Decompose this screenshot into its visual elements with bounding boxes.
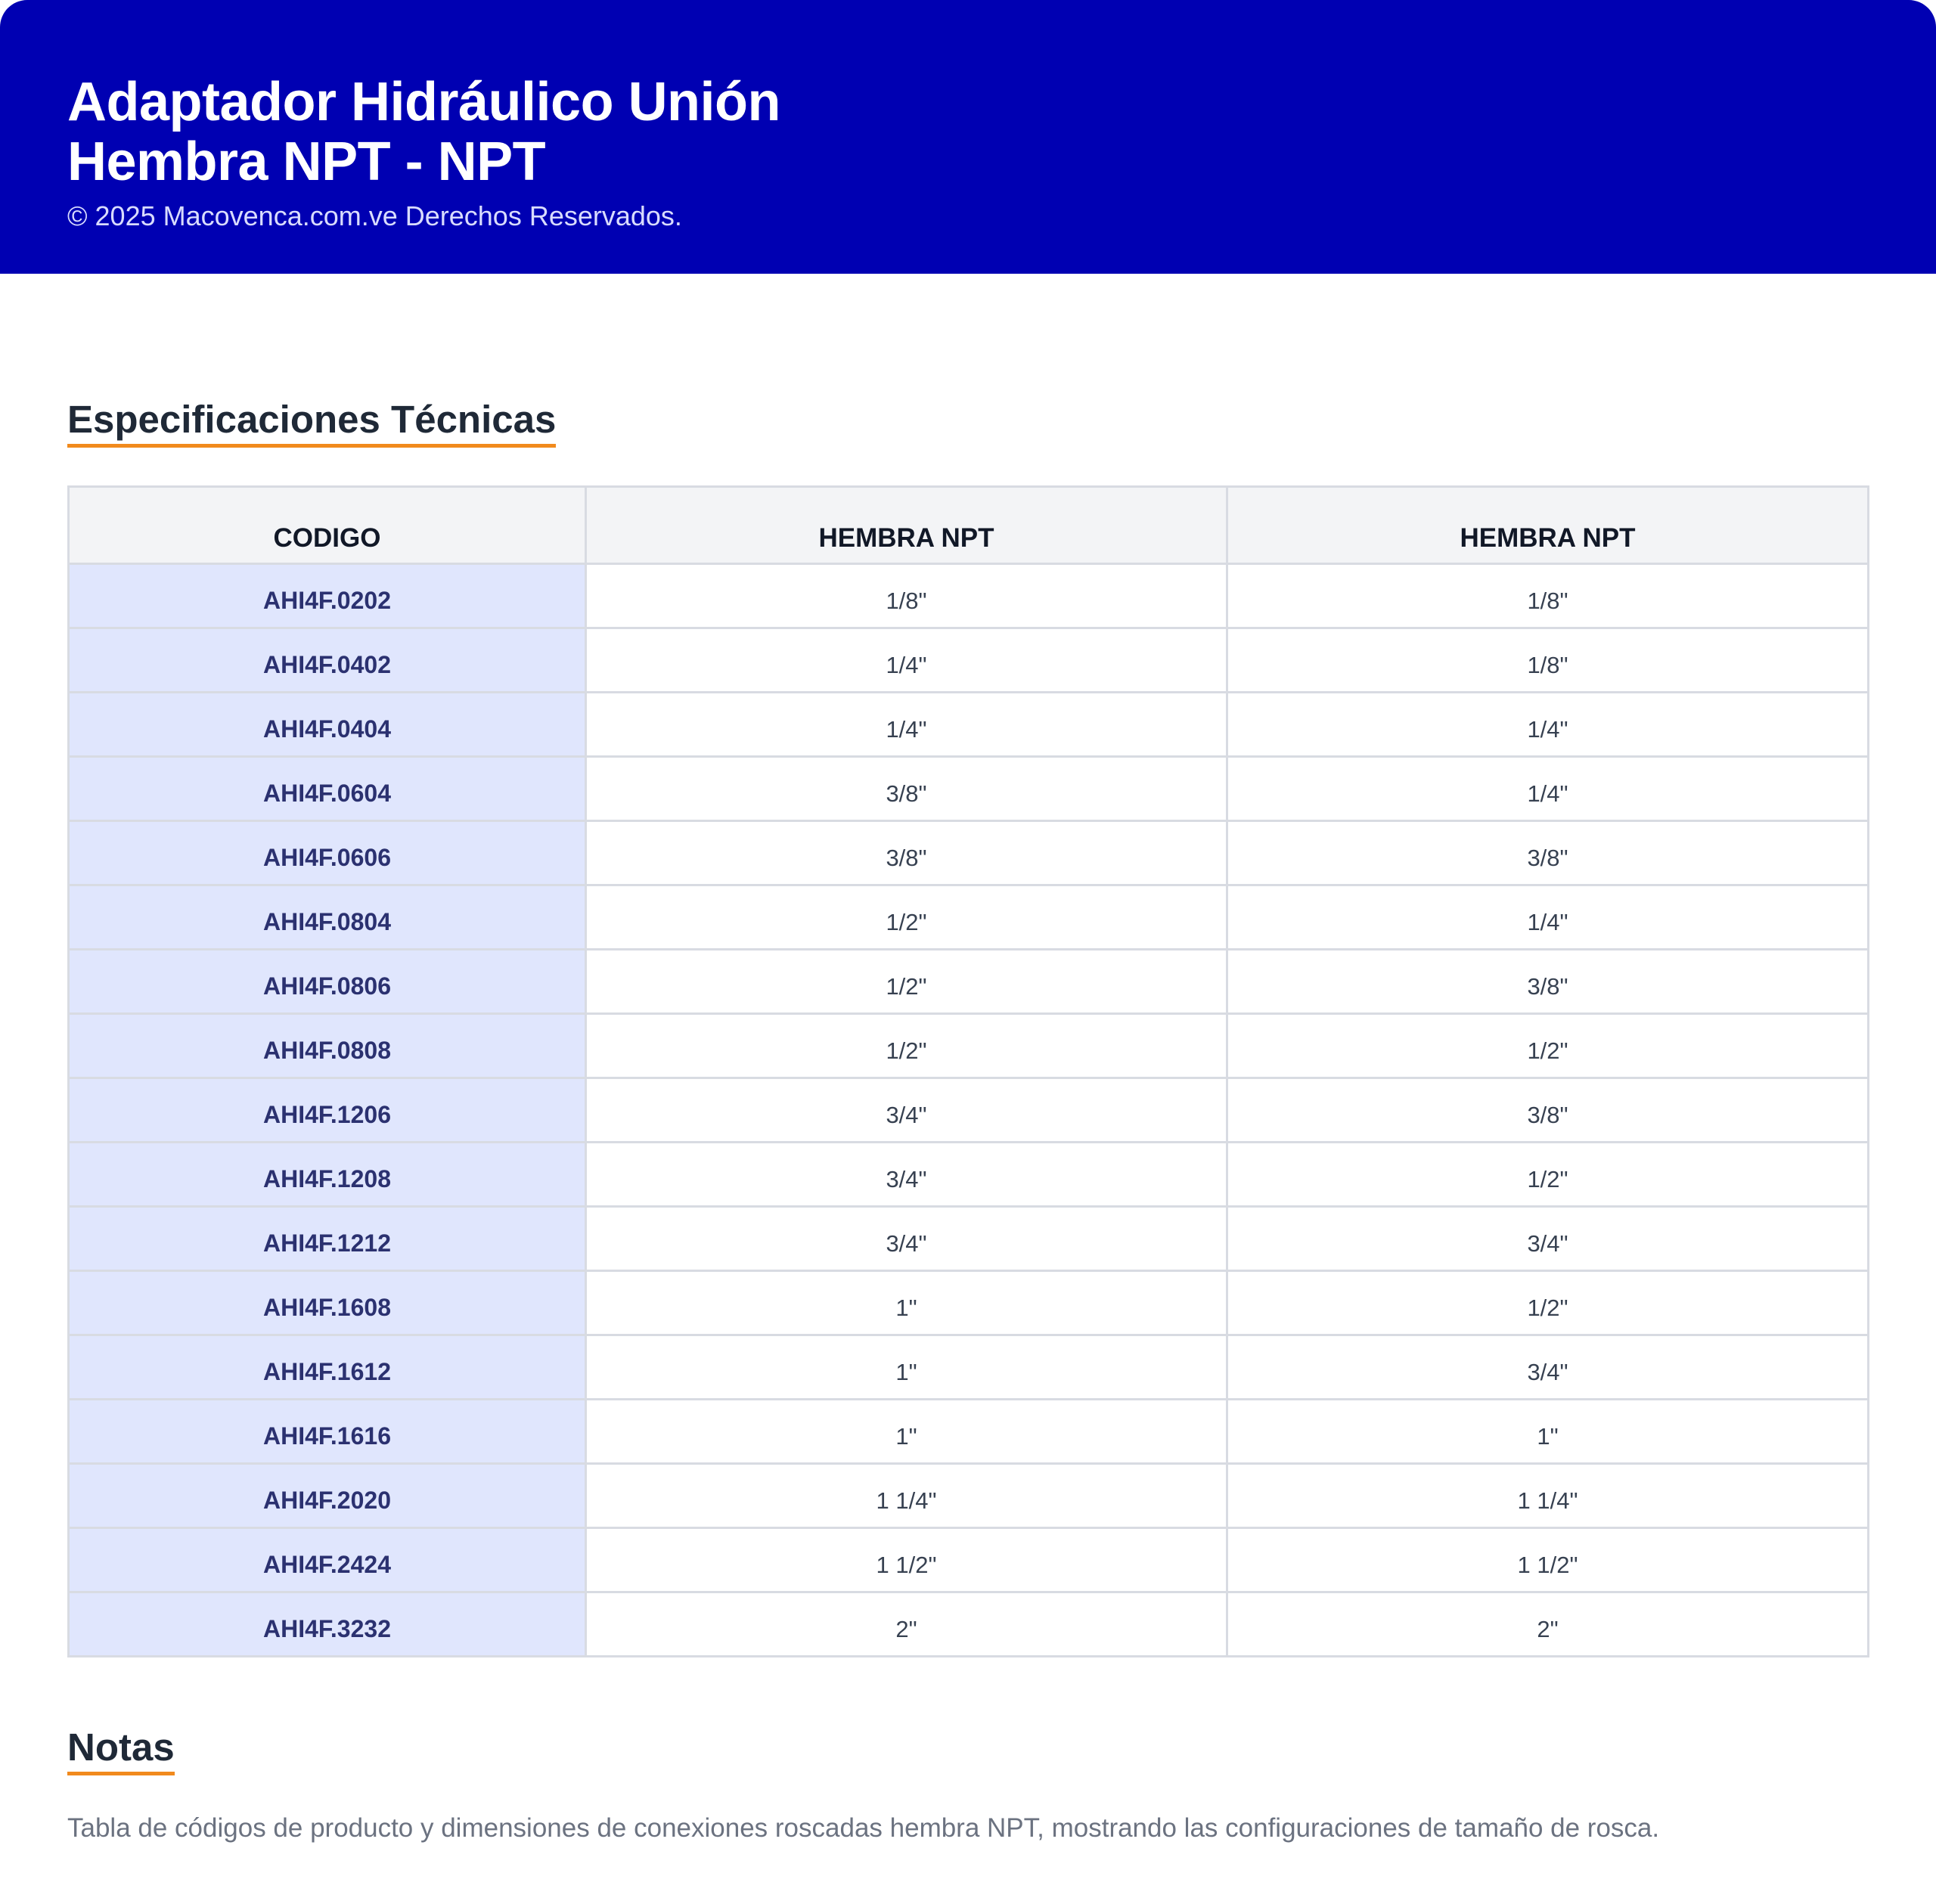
cell-codigo: AHI4F.1608: [69, 1271, 586, 1335]
cell-hembra-npt-1: 1/2": [586, 1014, 1227, 1078]
cell-hembra-npt-2: 1/4": [1227, 757, 1869, 821]
table-row: [69, 1271, 1869, 1335]
cell-codigo: AHI4F.2424: [69, 1528, 586, 1592]
cell-hembra-npt-2: 1/2": [1227, 1143, 1869, 1207]
cell-hembra-npt-1: 2": [586, 1592, 1227, 1657]
cell-hembra-npt-1: 3/8": [586, 757, 1227, 821]
cell-hembra-npt-2: 3/8": [1227, 1078, 1869, 1143]
cell-hembra-npt-1: 3/4": [586, 1078, 1227, 1143]
specs-table: [67, 485, 1869, 1657]
cell-hembra-npt-2: 1/8": [1227, 628, 1869, 693]
table-row: [69, 757, 1869, 821]
cell-codigo: AHI4F.0808: [69, 1014, 586, 1078]
table-row: [69, 950, 1869, 1014]
cell-hembra-npt-2: 3/8": [1227, 821, 1869, 885]
cell-codigo: AHI4F.1616: [69, 1400, 586, 1464]
table-row: [69, 1400, 1869, 1464]
table-row: [69, 1335, 1869, 1400]
notes-text: Tabla de códigos de producto y dimensiones de conexiones roscadas hembra NPT, mostrando las configuraciones de tamaño de rosca.: [67, 1813, 1660, 1843]
table-row: [69, 693, 1869, 757]
page-title-line-1: Adaptador Hidráulico Unión: [67, 72, 781, 132]
cell-hembra-npt-2: 3/4": [1227, 1207, 1869, 1271]
cell-hembra-npt-1: 3/4": [586, 1207, 1227, 1271]
cell-hembra-npt-2: 2": [1227, 1592, 1869, 1657]
cell-codigo: AHI4F.0202: [69, 564, 586, 628]
cell-codigo: AHI4F.0606: [69, 821, 586, 885]
cell-codigo: AHI4F.2020: [69, 1464, 586, 1528]
cell-codigo: AHI4F.1212: [69, 1207, 586, 1271]
table-row: [69, 821, 1869, 885]
table-row: [69, 564, 1869, 628]
table-row: [69, 1207, 1869, 1271]
page-title: [67, 73, 975, 192]
table-row: [69, 1528, 1869, 1592]
cell-hembra-npt-1: 1": [586, 1271, 1227, 1335]
cell-hembra-npt-1: 1": [586, 1400, 1227, 1464]
specs-section-title: Especificaciones Técnicas: [67, 397, 556, 448]
cell-hembra-npt-2: 1 1/4": [1227, 1464, 1869, 1528]
table-body: [69, 564, 1869, 1657]
cell-hembra-npt-2: 1": [1227, 1400, 1869, 1464]
cell-codigo: AHI4F.0402: [69, 628, 586, 693]
column-header-hembra-npt-2: HEMBRA NPT: [1227, 487, 1869, 564]
cell-hembra-npt-1: 1/4": [586, 628, 1227, 693]
notes-section-title: Notas: [67, 1725, 175, 1775]
cell-codigo: AHI4F.0806: [69, 950, 586, 1014]
cell-hembra-npt-2: 1/2": [1227, 1014, 1869, 1078]
table-row: [69, 1143, 1869, 1207]
cell-hembra-npt-2: 3/8": [1227, 950, 1869, 1014]
cell-hembra-npt-1: 1/2": [586, 950, 1227, 1014]
cell-hembra-npt-1: 1/4": [586, 693, 1227, 757]
cell-codigo: AHI4F.0804: [69, 885, 586, 950]
cell-hembra-npt-2: 1/2": [1227, 1271, 1869, 1335]
cell-hembra-npt-1: 3/4": [586, 1143, 1227, 1207]
cell-codigo: AHI4F.3232: [69, 1592, 586, 1657]
cell-hembra-npt-1: 3/8": [586, 821, 1227, 885]
cell-hembra-npt-1: 1": [586, 1335, 1227, 1400]
cell-hembra-npt-2: 1/4": [1227, 885, 1869, 950]
cell-hembra-npt-2: 1/8": [1227, 564, 1869, 628]
table-row: [69, 1464, 1869, 1528]
cell-codigo: AHI4F.0404: [69, 693, 586, 757]
copyright-text: © 2025 Macovenca.com.ve Derechos Reservados.: [67, 200, 682, 231]
cell-hembra-npt-1: 1 1/2": [586, 1528, 1227, 1592]
column-header-codigo: CODIGO: [69, 487, 586, 564]
cell-codigo: AHI4F.1208: [69, 1143, 586, 1207]
table-row: [69, 1014, 1869, 1078]
cell-hembra-npt-1: 1/2": [586, 885, 1227, 950]
cell-codigo: AHI4F.0604: [69, 757, 586, 821]
table-row: [69, 1078, 1869, 1143]
table-row: [69, 885, 1869, 950]
cell-hembra-npt-2: 1/4": [1227, 693, 1869, 757]
page-title-line-2: Hembra NPT - NPT: [67, 132, 546, 192]
cell-codigo: AHI4F.1612: [69, 1335, 586, 1400]
column-header-hembra-npt-1: HEMBRA NPT: [586, 487, 1227, 564]
cell-hembra-npt-2: 1 1/2": [1227, 1528, 1869, 1592]
table-row: [69, 1592, 1869, 1657]
cell-codigo: AHI4F.1206: [69, 1078, 586, 1143]
cell-hembra-npt-1: 1/8": [586, 564, 1227, 628]
table-row: [69, 628, 1869, 693]
cell-hembra-npt-1: 1 1/4": [586, 1464, 1227, 1528]
page-header: [0, 0, 1936, 274]
cell-hembra-npt-2: 3/4": [1227, 1335, 1869, 1400]
table-header-row: [69, 487, 1869, 564]
